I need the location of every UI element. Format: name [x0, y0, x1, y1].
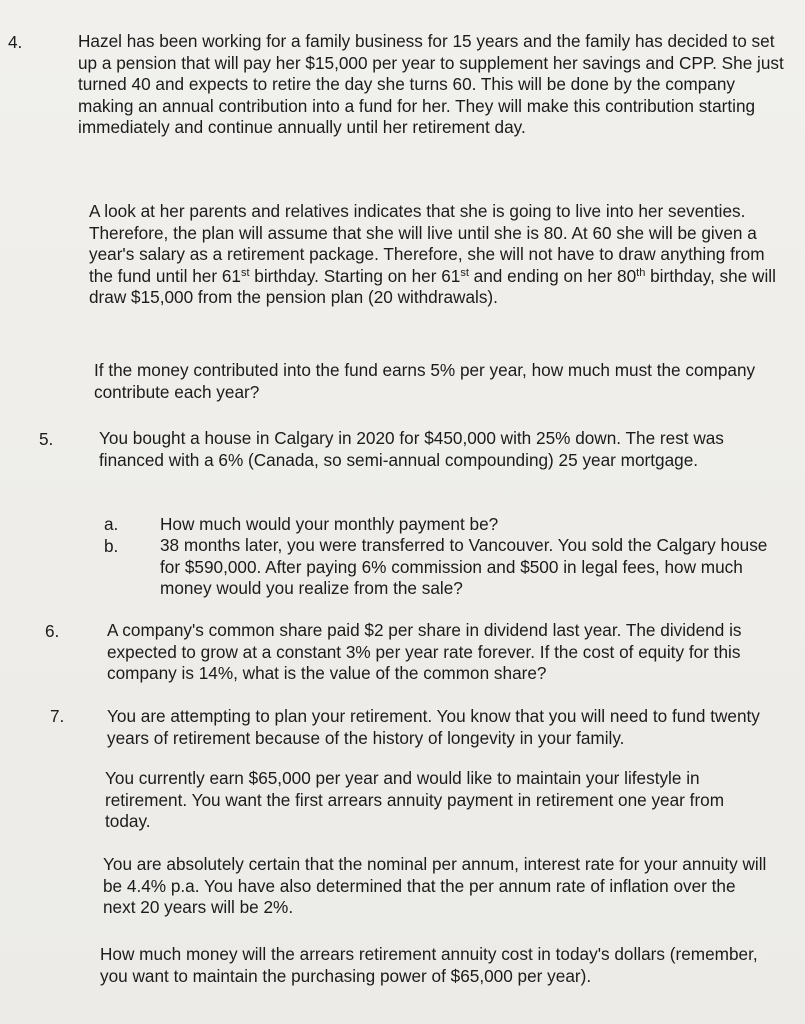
question-4-number: 4. [8, 32, 23, 52]
q4-p2-text-c: and ending on her 80 [468, 265, 637, 286]
q4-p2-text-a: A look at her parents and relatives indicates that she is going to live into her seventies. Therefore, the plan will assume that she will live until she is 80. At 60 she will be given a year's salary as a retirement package. Therefore, she will not have to draw anything from the fund until her 61 [89, 201, 765, 286]
question-5-paragraph-1: You bought a house in Calgary in 2020 for $450,000 with 25% down. The rest was financed with a 6% (Canada, so semi-annual compounding) 25 year mortgage. [99, 428, 724, 470]
question-6-number: 6. [45, 621, 60, 641]
question-7-paragraph-3: You are absolutely certain that the nominal per annum, interest rate for your annuity will be 4.4% p.a. You have also determined that the per annum rate of inflation over the next 20 years will be 2%. [103, 854, 767, 917]
q4-p2-text-d: birthday, she will draw $15,000 from the pension plan (20 withdrawals). [89, 265, 776, 307]
q4-p2-sup-3: th [636, 266, 646, 279]
q4-p2-sup-2: st [460, 266, 469, 279]
question-5-part-a-letter: a. [104, 514, 119, 534]
question-7-number: 7. [50, 706, 65, 726]
question-7-paragraph-1: You are attempting to plan your retirement. You know that you will need to fund twenty years of retirement because of the history of longevity in your family. [107, 706, 760, 748]
question-4-paragraph-3: If the money contributed into the fund earns 5% per year, how much must the company contribute each year? [94, 360, 756, 402]
question-5-part-b-text: 38 months later, you were transferred to Vancouver. You sold the Calgary house for $590,000. After paying 6% commission and $500 in legal fees, how much money would you realize from the sale? [160, 535, 768, 598]
question-5-part-b-letter: b. [104, 536, 119, 556]
question-5-number: 5. [39, 429, 54, 449]
question-5-part-a-text: How much would your monthly payment be? [160, 514, 499, 534]
q4-p2-text-b: birthday. Starting on her 61 [249, 265, 461, 286]
question-7-paragraph-2: You currently earn $65,000 per year and would like to maintain your lifestyle in retirement. You want the first arrears annuity payment in retirement one year from today. [105, 768, 725, 831]
question-6-paragraph-1: A company's common share paid $2 per share in dividend last year. The dividend is expected to grow at a constant 3% per year rate forever. If the cost of equity for this company is 14%, what is the value of the common share? [107, 620, 742, 683]
question-4-paragraph-1: Hazel has been working for a family business for 15 years and the family has decided to set up a pension that will pay her $15,000 per year to supplement her savings and CPP. She just turned 40 and expects to retire the day she turns 60. This will be done by the company making an annual contribution into a fund for her. They will make this contribution starting immediately and continue annually until her retirement day. [78, 31, 784, 137]
question-4-paragraph-2 [89, 201, 789, 309]
q4-p2-sup-1: st [240, 266, 250, 279]
question-7-paragraph-4: How much money will the arrears retirement annuity cost in today's dollars (remember, you want to maintain the purchasing power of $65,000 per year). [100, 944, 758, 986]
